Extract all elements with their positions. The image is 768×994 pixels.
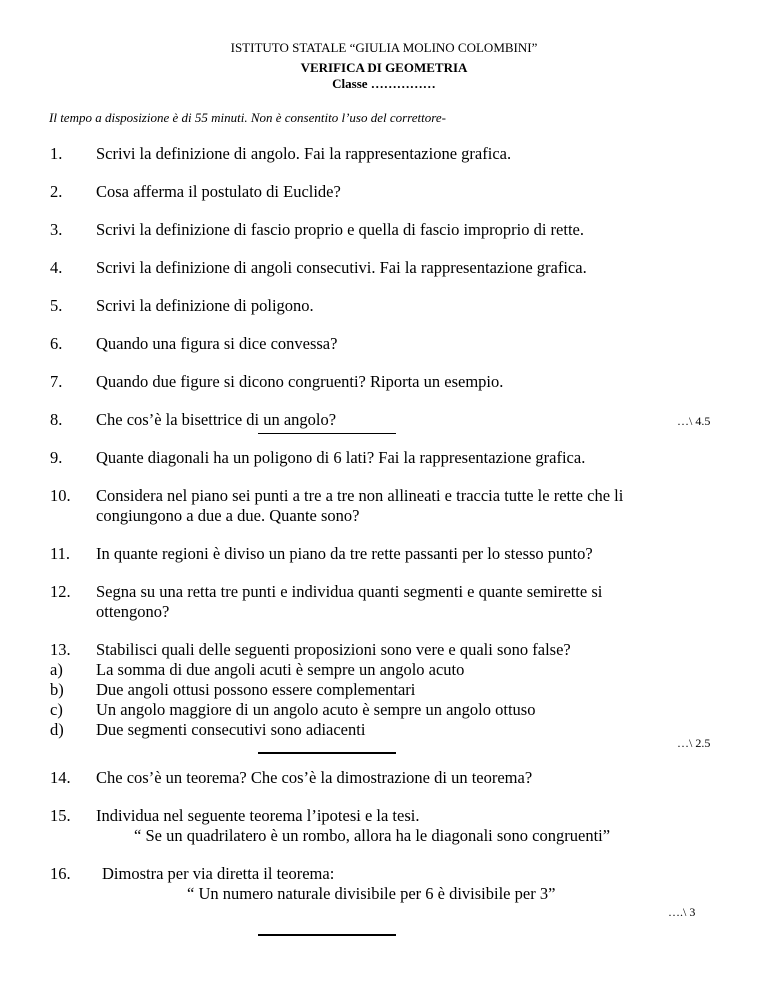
question-8 [0, 410, 768, 432]
question-text: Cosa afferma il postulato di Euclide? [96, 182, 341, 201]
statement-text: La somma di due angoli acuti è sempre un angolo acuto [96, 660, 465, 679]
question-1 [0, 144, 768, 166]
question-9 [0, 448, 768, 470]
score-section-2: …\ 2.5 [677, 736, 711, 750]
question-text: In quante regioni è diviso un piano da tre rette passanti per lo stesso punto? [96, 544, 593, 563]
question-number: 7. [50, 372, 63, 391]
theorem-quote: “ Un numero naturale divisibile per 6 è divisibile per 3” [187, 884, 556, 903]
question-text: Che cos’è la bisettrice di un angolo? [96, 410, 337, 429]
question-4 [0, 258, 768, 280]
section-divider [258, 433, 396, 434]
question-number: 11. [50, 544, 71, 563]
question-10-continuation: congiungono a due a due. Quante sono? [96, 506, 360, 525]
question-number: 13. [50, 640, 71, 659]
instructions: Il tempo a disposizione è di 55 minuti. Non è consentito l’uso del correttore- [49, 110, 446, 125]
question-10 [0, 486, 768, 508]
question-number: 15. [50, 806, 71, 825]
question-number: 16. [50, 864, 71, 883]
question-16 [0, 864, 768, 886]
section-divider [258, 752, 396, 754]
question-2 [0, 182, 768, 204]
school-name: ISTITUTO STATALE “GIULIA MOLINO COLOMBINI” [230, 40, 538, 55]
question-text: Segna su una retta tre punti e individua quanti segmenti e quante semirette si [96, 582, 603, 601]
score-section-1: …\ 4.5 [677, 414, 711, 428]
question-number: 2. [50, 182, 63, 201]
question-14 [0, 768, 768, 790]
question-11 [0, 544, 768, 566]
question-number: 8. [50, 410, 63, 429]
statement-label: b) [50, 680, 64, 699]
question-text: Scrivi la definizione di poligono. [96, 296, 314, 315]
question-text: Quante diagonali ha un poligono di 6 lati? Fai la rappresentazione grafica. [96, 448, 586, 467]
question-15 [0, 806, 768, 828]
question-text: Stabilisci quali delle seguenti proposizioni sono vere e quali sono false? [96, 640, 571, 659]
question-text: Individua nel seguente teorema l’ipotesi e la tesi. [96, 806, 420, 825]
statement-text: Due segmenti consecutivi sono adiacenti [96, 720, 366, 739]
statement-label: d) [50, 720, 64, 739]
statement-c [0, 700, 768, 722]
class-line: Classe …………… [332, 76, 436, 91]
section-divider [258, 934, 396, 936]
question-text: Considera nel piano sei punti a tre a tre non allineati e traccia tutte le rette che li [96, 486, 624, 505]
question-text: Dimostra per via diretta il teorema: [102, 864, 335, 883]
question-number: 3. [50, 220, 63, 239]
question-text: Quando una figura si dice convessa? [96, 334, 338, 353]
statement-label: a) [50, 660, 63, 679]
question-3 [0, 220, 768, 242]
score-section-3: ….\ 3 [668, 905, 696, 919]
question-6 [0, 334, 768, 356]
question-number: 14. [50, 768, 71, 787]
question-text: Scrivi la definizione di fascio proprio e quella di fascio improprio di rette. [96, 220, 584, 239]
statement-text: Un angolo maggiore di un angolo acuto è sempre un angolo ottuso [96, 700, 536, 719]
statement-label: c) [50, 700, 63, 719]
question-7 [0, 372, 768, 394]
test-title: VERIFICA DI GEOMETRIA [300, 60, 468, 75]
question-number: 5. [50, 296, 63, 315]
question-number: 1. [50, 144, 63, 163]
question-12 [0, 582, 768, 604]
question-number: 6. [50, 334, 63, 353]
question-text: Scrivi la definizione di angolo. Fai la rappresentazione grafica. [96, 144, 512, 163]
theorem-quote: “ Se un quadrilatero è un rombo, allora ha le diagonali sono congruenti” [134, 826, 611, 845]
question-number: 4. [50, 258, 63, 277]
question-number: 10. [50, 486, 71, 505]
question-12-continuation: ottengono? [96, 602, 170, 621]
question-text: Che cos’è un teorema? Che cos’è la dimostrazione di un teorema? [96, 768, 533, 787]
question-5 [0, 296, 768, 318]
question-text: Quando due figure si dicono congruenti? Riporta un esempio. [96, 372, 504, 391]
question-13 [0, 640, 768, 662]
question-text: Scrivi la definizione di angoli consecutivi. Fai la rappresentazione grafica. [96, 258, 587, 277]
statement-a [0, 660, 768, 682]
question-number: 9. [50, 448, 63, 467]
statement-text: Due angoli ottusi possono essere complementari [96, 680, 416, 699]
question-number: 12. [50, 582, 71, 601]
statement-b [0, 680, 768, 702]
statement-d [0, 720, 768, 742]
